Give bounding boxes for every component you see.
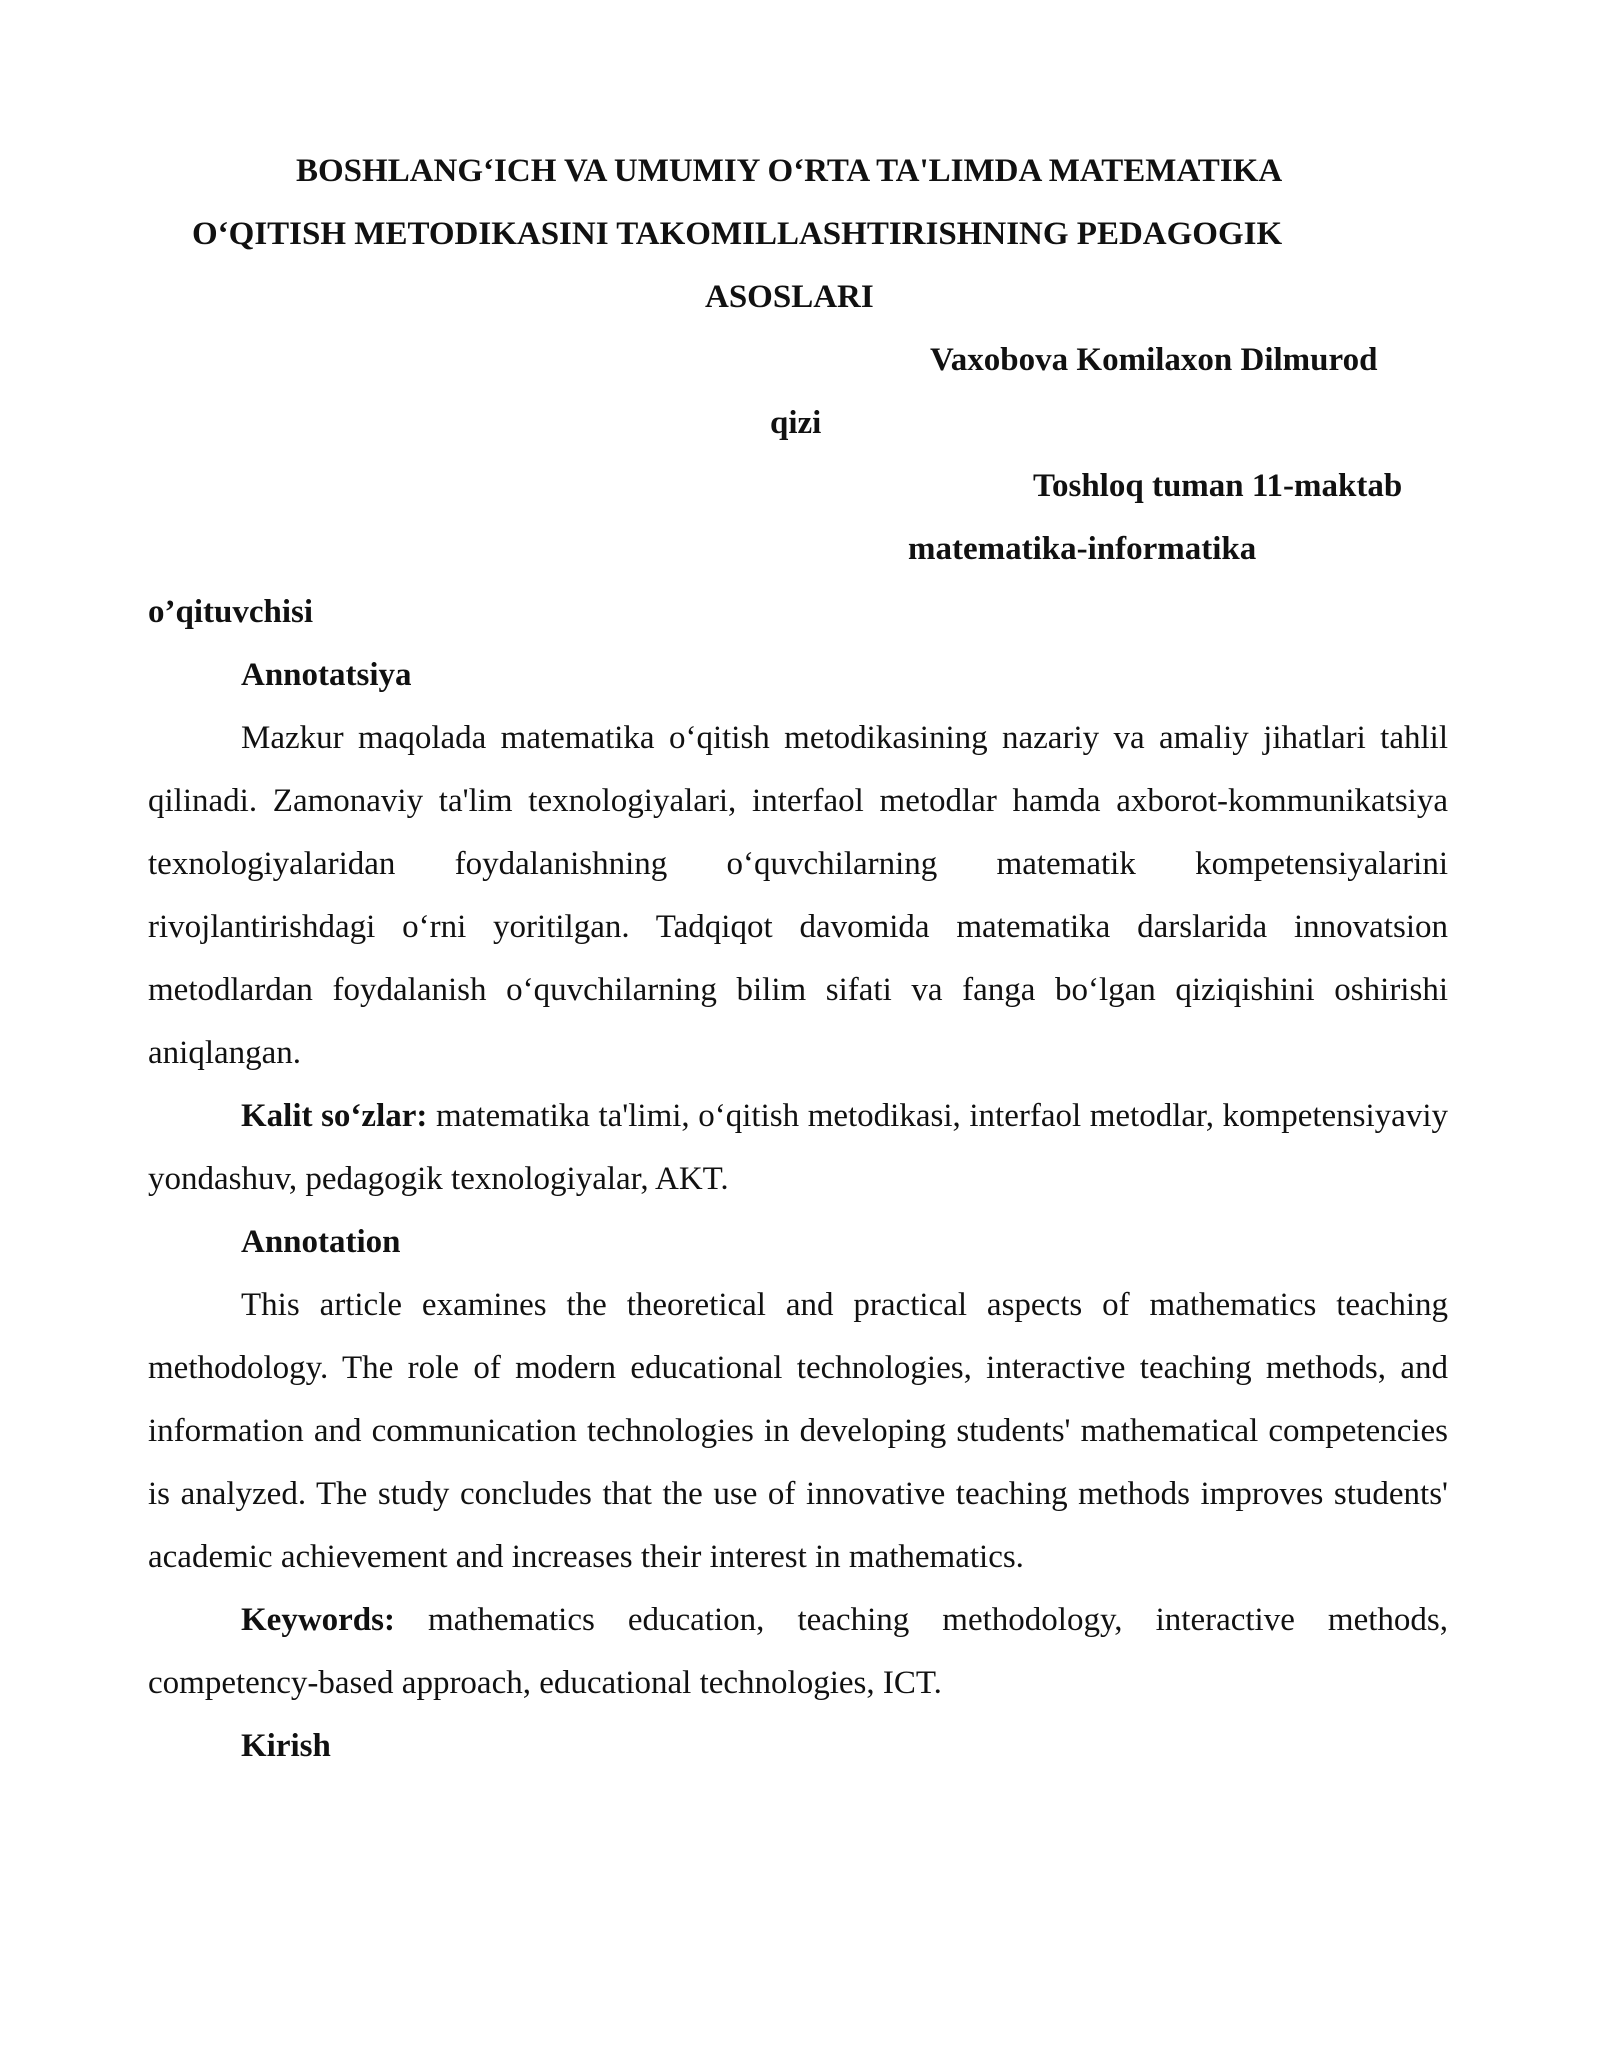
keywords-uz-paragraph (148, 1085, 1448, 1211)
annotation-uz-text: Mazkur maqolada matematika o‘qitish metodikasining nazariy va amaliy jihatlari tahlil qilinadi. Zamonaviy ta'lim texnologiyalari, interfaol metodlar hamda axborot-kommunikatsiya texnologiyalaridan foydalanishning o‘quvchilarning matematik kompetensiyalarini rivojlantirishdagi o‘rni yoritilgan. Tadqiqot davomida matematika darslarida innovatsion metodlardan foydalanish o‘quvchilarning bilim sifati va fanga bo‘lgan qiziqishini oshirishi aniqlangan. (148, 720, 1448, 1071)
title-line-2: O‘QITISH METODIKASINI TAKOMILLASHTIRISHNING PEDAGOGIK (192, 216, 1283, 252)
keywords-en-label: Keywords: (241, 1602, 395, 1638)
author-name-line-1: Vaxobova Komilaxon Dilmurod (930, 342, 1378, 378)
annotation-en-section (148, 1211, 1448, 1715)
title-line-1: BOSHLANG‘ICH VA UMUMIY O‘RTA TA'LIMDA MATEMATIKA (296, 153, 1283, 189)
annotation-en-heading: Annotation (241, 1224, 401, 1260)
intro-heading: Kirish (241, 1728, 331, 1764)
annotation-uz-heading: Annotatsiya (241, 657, 412, 693)
document-page (148, 140, 1448, 1778)
paper-title (148, 140, 1448, 329)
keywords-en-text: mathematics education, teaching methodology, interactive methods, competency-based approach, educational technologies, ICT. (148, 1602, 1448, 1701)
keywords-en-paragraph (148, 1589, 1448, 1715)
author-affiliation-line-2: matematika-informatika (908, 531, 1257, 567)
annotation-uz-section (148, 644, 1448, 1211)
title-line-3: ASOSLARI (705, 279, 874, 315)
intro-section (148, 1715, 1448, 1778)
author-affiliation-line-3: o’qituvchisi (148, 594, 314, 630)
keywords-uz-text: matematika ta'limi, o‘qitish metodikasi, interfaol metodlar, kompetensiyaviy yondashuv, pedagogik texnologiyalar, AKT. (148, 1098, 1448, 1197)
keywords-uz-label: Kalit so‘zlar: (241, 1098, 428, 1134)
annotation-en-text: This article examines the theoretical and practical aspects of mathematics teaching methodology. The role of modern educational technologies, interactive teaching methods, and information and communication technologies in developing students' mathematical competencies is analyzed. The study concludes that the use of innovative teaching methods improves students' academic achievement and increases their interest in mathematics. (148, 1287, 1448, 1575)
author-affiliation-line-1: Toshloq tuman 11-maktab (1033, 468, 1403, 504)
author-block (148, 329, 1448, 644)
author-name-line-2: qizi (770, 405, 822, 441)
